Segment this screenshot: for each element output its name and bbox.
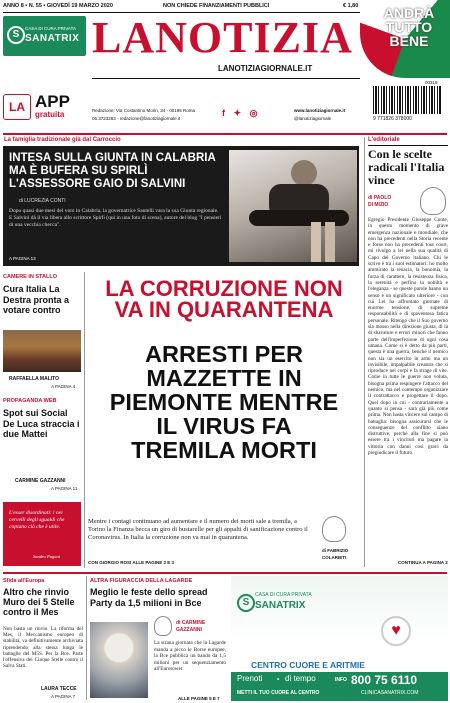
- app-logo-icon: LA: [3, 94, 31, 120]
- instagram-icon[interactable]: ◎: [249, 108, 258, 118]
- editorial-page[interactable]: CONTINUA A PAGINA 2: [398, 560, 448, 565]
- main-byline-pre: di FABRIZIO: [322, 548, 349, 553]
- lead-text: Dopo quasi due mesi del voto in Calabria, la governatrice Santelli vara la sua Giunta regionale. E Salvini dà il via libera allo scrittore Spirlì (qui in una foto di scena), autore del blog "I pensieri di una vecchia checca".: [9, 208, 222, 228]
- ad-prenota: Prenoti: [237, 674, 263, 683]
- social-icons: [222, 108, 257, 119]
- lead-photo: [229, 150, 357, 262]
- bl-text: Non basta un rinvio. La riforma del Mes, il Meccanismo europeo di stabilità, va definitivamente archiviata riprendendo alla stessa lunga le battaglie del M5S. Per la Bce. Parte l'offensiva dei Cinque Stelle contro il Salva Stati.: [3, 626, 83, 670]
- masthead-url[interactable]: LANOTIZIAGIORNALE.IT: [218, 64, 313, 73]
- bl-byline: LAURA TECCE: [41, 686, 77, 692]
- bl-headline[interactable]: Altro che rinvio Muro dei 5 Stelle contro il Mes: [3, 587, 75, 617]
- side1-headline[interactable]: Cura Italia La Destra pronta a votare contro: [3, 284, 70, 315]
- left-divider: [84, 272, 85, 568]
- twitter-icon[interactable]: ✦: [233, 108, 242, 118]
- side1-kicker: CAMERE IN STALLO: [3, 274, 57, 280]
- main-byline-name: COLARIETI: [322, 555, 347, 560]
- app-sub: gratuita: [35, 110, 65, 119]
- ad-phone-label: di tempo: [285, 674, 316, 683]
- contact-rule: [92, 78, 360, 79]
- top-bar: [3, 2, 361, 12]
- main-text: Mentre i contagi continuano ad aumentare e il numero dei morti sale a tremila, a Torino la Finanza becca un giro di bustarelle per gli appalti di sanificazione contro il Coronavirus. In Italia la corruzione non va mai in quarantena.: [88, 518, 308, 541]
- parliament-photo: [3, 330, 81, 372]
- ad-info: INFO: [335, 677, 347, 683]
- sponsor-ad[interactable]: [3, 16, 86, 56]
- barcode-bars: [373, 86, 441, 114]
- barcode-top: 00319: [425, 80, 438, 85]
- gazzanni-portrait-icon: [154, 616, 172, 636]
- andra-tutto-bene-badge: [360, 0, 450, 78]
- contact-site[interactable]: www.lanotiziagiornale.it: [294, 108, 346, 113]
- side1-byline: RAFFAELLA MALITO: [9, 376, 59, 382]
- main-story[interactable]: [88, 278, 360, 568]
- bl-kicker: Sfida all'Europa: [3, 578, 45, 584]
- ad-center: CENTRO CUORE E ARITMIE: [251, 660, 365, 670]
- badge-line-2: TUTTO: [385, 19, 433, 35]
- bottom-divider-1: [86, 576, 87, 700]
- lead-kicker: La famiglia tradizionale già dal Carroccio: [4, 137, 121, 143]
- barcode-number: 9 771826 378000: [373, 116, 412, 122]
- lead-page: A PAGINA 13: [9, 256, 36, 261]
- issue-info: ANNO 8 • N. 55 • GIOVEDÌ 19 MARZO 2020: [3, 3, 113, 9]
- side-story-2[interactable]: [3, 398, 81, 498]
- tagline: NON CHIEDE FINANZIAMENTI PUBBLICI: [163, 3, 270, 9]
- badge-line-1: ANDRÀ: [383, 5, 435, 21]
- quote-author: Sandro Pagani: [33, 554, 60, 559]
- ad-brand: SANATRIX: [255, 600, 306, 611]
- ad-phone[interactable]: 800 75 6110: [351, 673, 418, 687]
- bl-page: A PAGINA 7: [51, 694, 76, 699]
- bottom-ad[interactable]: [231, 576, 448, 701]
- main-pages[interactable]: CON GIORGIO ROSI ALLE PAGINE 2 E 3: [88, 560, 175, 565]
- contact-social[interactable]: @lanotiziagiornale: [294, 116, 332, 121]
- quote-box: [3, 502, 81, 566]
- ad-site[interactable]: CLINICASANATRIX.COM: [361, 690, 419, 696]
- editorial-divider: [364, 137, 365, 567]
- sanatrix-logo-icon: S: [7, 26, 25, 44]
- bm-kicker: ALTRA FIGURACCIA DELLA LAGARDE: [90, 578, 193, 584]
- main-headline-red[interactable]: LA CORRUZIONE NON VA IN QUARANTENA: [105, 276, 343, 322]
- quote-text: L'esser disordinati: i nei cervelli degli sgualdi che copiano ciò che è utile.: [9, 510, 65, 530]
- author-portrait-icon: [420, 187, 446, 215]
- ad-green-bar: [231, 672, 448, 701]
- editorial-kicker: L'editoriale: [368, 137, 400, 143]
- editorial-byline-name: DI MIZIO: [368, 202, 389, 208]
- bottom-mid-story[interactable]: [90, 578, 228, 702]
- ad-small: CASA DI CURA PRIVATA: [255, 592, 312, 598]
- bm-page[interactable]: ALLE PAGINE 5 E 7: [178, 696, 220, 701]
- header-red-rule: [3, 133, 447, 135]
- sponsor-brand: SANATRIX: [25, 33, 80, 44]
- badge-line-3: BENE: [389, 33, 429, 49]
- app-label: APP: [35, 92, 70, 111]
- barcode: [367, 80, 447, 124]
- bm-byline-name: GAZZANNI: [176, 627, 202, 633]
- lead-story[interactable]: [3, 146, 359, 266]
- side2-kicker: PROPAGANDA WEB: [3, 398, 57, 404]
- bottom-left-story[interactable]: [3, 578, 83, 702]
- bottom-red-rule: [3, 572, 447, 574]
- side2-byline: CARMINE GAZZANNI: [15, 478, 66, 484]
- side2-headline[interactable]: Spot sui Social De Luca straccia i due Mattei: [3, 408, 80, 439]
- facebook-icon[interactable]: f: [222, 108, 225, 118]
- side1-page: A PAGINA 4: [51, 384, 76, 389]
- bm-text: La strana giornata che la Lagarde manda a picco le Borse europee, la Bce pubblica un bando da 1,5 milioni per un sequenziamento all'Eurotower.: [154, 640, 226, 672]
- ad-note: METTI IL TUO CUORE AL CENTRO: [237, 690, 320, 696]
- contact-phone: 06.3723283 - redazione@lanotiziagiornale.it: [92, 116, 181, 121]
- side-story-1[interactable]: [3, 274, 81, 394]
- main-headline-black[interactable]: ARRESTI PER MAZZETTE IN PIEMONTE MENTRE IL VIRUS FA TREMILA MORTI: [109, 341, 339, 463]
- ad-logo-icon: S: [237, 594, 255, 612]
- bm-headline[interactable]: Meglio le feste dello spread Party da 1,5 milioni in Bce: [90, 587, 208, 608]
- price: € 1,80: [343, 3, 359, 9]
- clock-icon: ◔: [275, 675, 280, 684]
- lead-headline[interactable]: INTESA SULLA GIUNTA IN CALABRIA MA È BUFERA SU SPIRLÌ L'ASSESSORE GAIO DI SALVINI: [9, 152, 216, 190]
- editorial-text: Egregio Presidente Giuseppe Conte, in questo momento di grave emergenza nazionale e mondiale, che non ha precedenti nella Storia recente e forse non ha precedenti tout court, mi rivolgo a lei nella sua qualità di Capo del Governo italiano. Chi le scrive è tra i suoi estimatori: ho molto ammirato la tenacia, la bonomia, la forza di carattere, la resistenza fisica, la serenità e perfino la nobiltà e l'eleganza - se queste parole hanno un senso e un significato ulteriore - con cui Lei ha affrontato giornate di enorme tensione, di supreme responsabilità e di spaventosa fatica personale. Ritengo che il Suo governo sia mosso nella direzione giusta, di là di sbavature e errori minori che fanno parte dell'imperfezione di ogni cosa umana. Come si è detto da più parti, questa è una guerra, benché il nemico non sia un esercito in armi ma un invisibile, impalpabile creatura che si riproduce nei corpi e fa strage di vite. Come in tutte le guerre non voluta, bisogna prima respingere l'attacco del nemico, ma nel contempo organizzare il contrattacco e progettare il dopo. Quel dopo in cui - contrariamente a quanto si pensa - sarà già più come prima. Non basta vincere sul campo di battaglia: bisogna assicurarsi che le conseguenze del conflitto siano distruttive, perché alla fine si può essere tra i vincitori ma pagare la vittoria con danni così gravi da pregiudicare il futuro.: [368, 217, 448, 456]
- lagarde-photo: [90, 622, 148, 698]
- side2-page: A PAGINA 11: [51, 486, 78, 491]
- colarieti-portrait-icon: [322, 516, 346, 542]
- contact-address: Redazione: Via Costantino Morin, 34 - 00195 Roma: [92, 108, 195, 113]
- heart-icon: ♥: [381, 616, 411, 646]
- sponsor-small: CASA DI CURA PRIVATA: [25, 26, 77, 31]
- masthead-title[interactable]: LANOTIZIA: [92, 13, 353, 62]
- bm-byline-pre: di CARMINE: [176, 620, 206, 626]
- editorial[interactable]: [368, 137, 448, 567]
- app-promo[interactable]: [3, 92, 83, 122]
- lead-byline: di LUCREZIA CONTI: [19, 198, 66, 204]
- editorial-headline[interactable]: Con le scelte radicali l'Italia vince: [368, 147, 445, 187]
- editorial-byline-pre: di PAOLO: [368, 195, 392, 201]
